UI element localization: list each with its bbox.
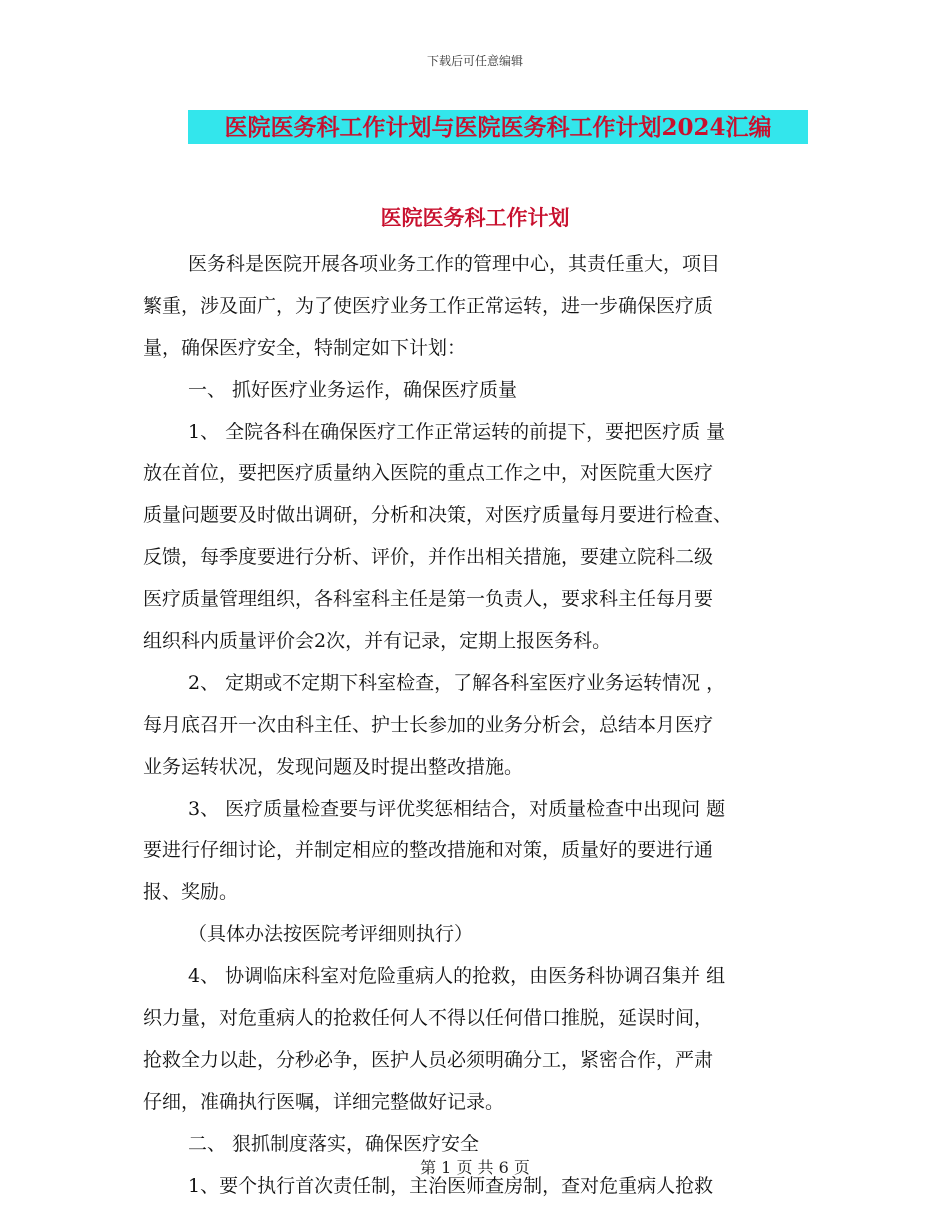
- page-footer: 第 1 页 共 6 页: [420, 1158, 530, 1177]
- text-line: 报、奖励。: [143, 881, 239, 904]
- text-line: 要进行仔细讨论，并制定相应的整改措施和对策，质量好的要进行通: [143, 839, 714, 862]
- text-line: 放在首位，要把医疗质量纳入医院的重点工作之中，对医院重大医疗: [143, 462, 714, 485]
- text-line: 量，确保医疗安全，特制定如下计划：: [143, 336, 467, 359]
- text-line: 质量问题要及时做出调研，分析和决策，对医疗质量每月要进行检查、: [143, 504, 733, 527]
- text-line: 组织科内质量评价会2次，并有记录，定期上报医务科。: [143, 630, 612, 653]
- text-line: 4、 协调临床科室对危险重病人的抢救，由医务科协调召集并 组: [188, 965, 726, 988]
- text-line: 3、 医疗质量检查要与评优奖惩相结合，对质量检查中出现问 题: [188, 797, 726, 820]
- text-line: 二、 狠抓制度落实，确保医疗安全: [188, 1132, 480, 1155]
- section-title: 医院医务科工作计划: [380, 205, 570, 230]
- text-line: 2、 定期或不定期下科室检查，了解各科室医疗业务运转情况 ，: [188, 671, 726, 694]
- text-line: 业务运转状况，发现问题及时提出整改措施。: [143, 755, 524, 778]
- header-note: 下载后可任意编辑: [426, 54, 523, 68]
- text-line: 医务科是医院开展各项业务工作的管理中心，其责任重大，项目: [188, 253, 721, 275]
- text-line: 反馈，每季度要进行分析、评价，并作出相关措施，要建立院科二级: [143, 546, 714, 569]
- text-line: 繁重，涉及面广，为了使医疗业务工作正常运转，进一步确保医疗质: [143, 294, 714, 317]
- text-line: 每月底召开一次由科主任、护士长参加的业务分析会，总结本月医疗: [143, 713, 714, 736]
- text-line: 一、 抓好医疗业务运作，确保医疗质量: [188, 378, 518, 401]
- text-line: （具体办法按医院考评细则执行）: [188, 923, 474, 946]
- text-line: 仔细，准确执行医嘱，详细完整做好记录。: [143, 1090, 505, 1113]
- text-line: 1、 全院各科在确保医疗工作正常运转的前提下，要把医疗质 量: [188, 420, 726, 443]
- text-line: 1、要个执行首次责任制，主治医师查房制，查对危重病人抢救: [188, 1174, 714, 1197]
- body-text: [143, 244, 813, 1207]
- document-title: 医院医务科工作计划与医院医务科工作计划2024汇编: [224, 114, 772, 141]
- text-line: 医疗质量管理组织，各科室科主任是第一负责人，要求科主任每月要: [143, 588, 714, 611]
- text-line: 织力量，对危重病人的抢救任何人不得以任何借口推脱，延误时间，: [143, 1007, 714, 1030]
- text-line: 抢救全力以赴，分秒必争，医护人员必须明确分工，紧密合作，严肃: [143, 1048, 714, 1071]
